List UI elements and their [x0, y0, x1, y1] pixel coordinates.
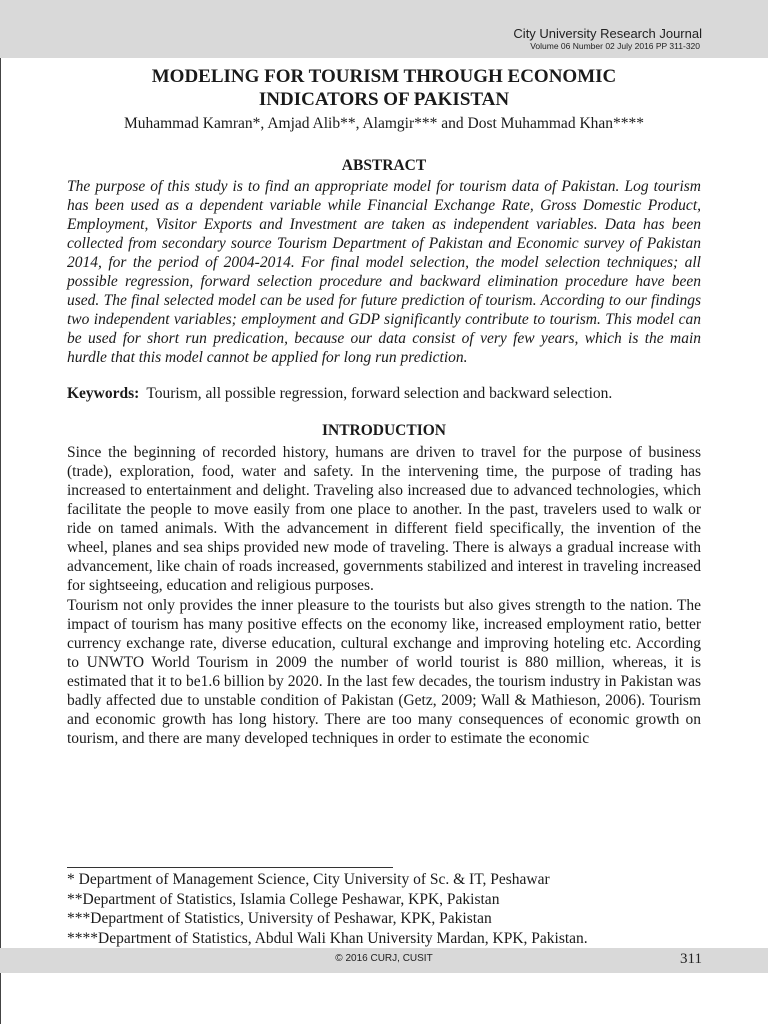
paper-title-line-2: INDICATORS OF PAKISTAN	[258, 89, 510, 110]
abstract-heading: ABSTRACT	[341, 157, 427, 174]
author-list: Muhammad Kamran*, Amjad Alib**, Alamgir*** and Dost Muhammad Khan****	[123, 115, 645, 132]
page-footer	[0, 948, 768, 973]
keywords-text: Tourism, all possible regression, forward selection and backward selection.	[146, 385, 613, 402]
footnote-2: **Department of Statistics, Islamia College Peshawar, KPK, Pakistan	[67, 890, 500, 908]
page-edge-line	[0, 58, 1, 1024]
introduction-heading: INTRODUCTION	[321, 422, 446, 439]
copyright-notice: © 2016 CURJ, CUSIT	[335, 953, 433, 964]
footnotes	[67, 870, 707, 948]
page-content	[67, 62, 701, 748]
journal-header	[0, 0, 768, 58]
keywords-label: Keywords:	[67, 385, 140, 402]
keywords-block	[67, 384, 701, 403]
journal-volume-info: Volume 06 Number 02 July 2016 PP 311-320	[530, 41, 700, 51]
paper-title	[67, 65, 701, 111]
footnote-separator	[67, 867, 393, 868]
footnote-4: ****Department of Statistics, Abdul Wali Khan University Mardan, KPK, Pakistan.	[67, 929, 588, 947]
paper-title-line-1: MODELING FOR TOURISM THROUGH ECONOMIC	[151, 66, 617, 87]
introduction-paragraph-2: Tourism not only provides the inner pleasure to the tourists but also gives strength to the nation. The impact of tourism has many positive effects on the economy like, increased employment ratio, better currency exchange rate, diverse education, cultural exchange and improving hoteling etc. According to UNWTO World Tourism in 2009 the number of world tourist is 880 million, whereas, it is estimated that it to be1.6 billion by 2020. In the last few decades, the tourism industry in Pakistan was badly affected due to unstable condition of Pakistan (Getz, 2009; Wall & Mathieson, 2006). Tourism and economic growth has long history. There are too many consequences of economic growth on tourism, and there are many developed techniques in order to estimate the economic	[67, 597, 701, 747]
introduction-paragraph-1: Since the beginning of recorded history, humans are driven to travel for the purpose of business (trade), exploration, food, water and safety. In the intervening time, the purpose of trading has increased to entertainment and delight. Traveling also increased due to advanced technologies, which facilitate the people to move easily from one place to another. In the past, travelers used to walk or ride on tamed animals. With the advancement in different field specifically, the invention of the wheel, planes and sea ships provided new mode of traveling. There is always a gradual increase with advancement, like chain of roads increased, governments stabilized and interest in traveling increased for sightseeing, education and religious purposes.	[67, 444, 701, 594]
journal-name: City University Research Journal	[513, 26, 702, 41]
footnote-1: * Department of Management Science, City University of Sc. & IT, Peshawar	[67, 871, 550, 888]
page-number: 311	[680, 951, 702, 967]
abstract-text: The purpose of this study is to find an appropriate model for tourism data of Pakistan. Log tourism has been used as a dependent variable while Financial Exchange Rate, Gross Domestic Product, Employment, Visitor Exports and Investment are taken as independent variables. Data has been collected from secondary source Tourism Department of Pakistan and Economic survey of Pakistan 2014, for the period of 2004-2014. For final model selection, the model selection techniques; all possible regression, forward selection procedure and backward elimination procedure have been used. The final selected model can be used for future prediction of tourism. According to our findings two independent variables; employment and GDP significantly contribute to tourism. This model can be used for short run predication, because our data consist of very few years, which is the main hurdle that this model cannot be applied for long run prediction.	[67, 178, 701, 366]
footnote-3: ***Department of Statistics, University of Peshawar, KPK, Pakistan	[67, 910, 492, 927]
